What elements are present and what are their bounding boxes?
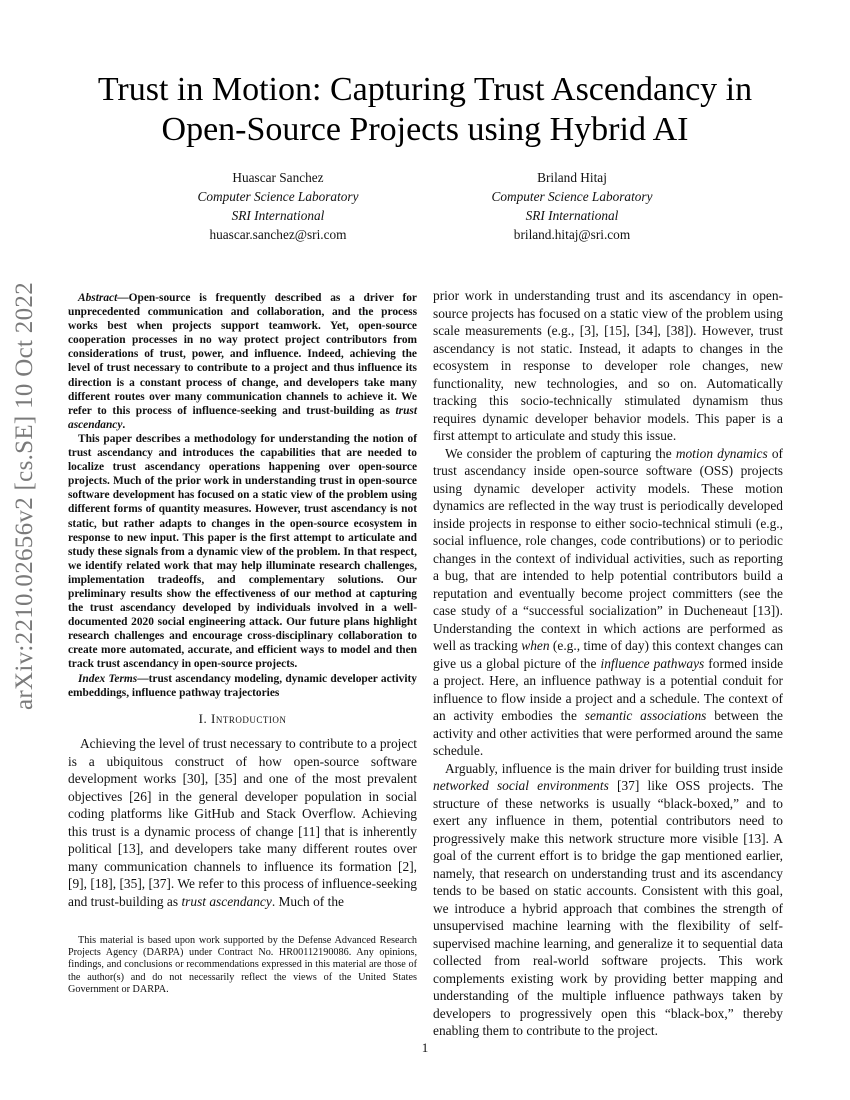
paragraph-emphasis: influence pathways bbox=[600, 655, 705, 671]
right-paragraph-3 bbox=[433, 760, 783, 1040]
author-email: huascar.sanchez@sri.com bbox=[209, 227, 347, 242]
author-name: Huascar Sanchez bbox=[232, 170, 324, 185]
paragraph-emphasis: motion dynamics bbox=[675, 445, 768, 461]
abstract-emphasis: trust ascendancy bbox=[68, 404, 417, 431]
abstract-text: —Open-source is frequently described as a driver for unprecedented communication and collaboration, and the process works best when projects support teamwork. Yet, open-source cooperation processes in no way protect project contributors from considerations of trust, power, and influence. Indeed, achieving the level of trust necessary to contribute to a project and thus influence its direction is a constant process of change, and developers take many different routes over many communication channels to achieve it. We refer to this process of influence-seeking and trust-building as bbox=[68, 292, 417, 417]
funding-footnote bbox=[68, 935, 417, 996]
section-heading-introduction bbox=[68, 710, 417, 728]
index-terms bbox=[68, 672, 417, 700]
section-number: I. bbox=[198, 710, 211, 726]
paper-title-line-1: Trust in Motion: Capturing Trust Ascendancy in bbox=[97, 71, 753, 108]
page-number: 1 bbox=[421, 1040, 429, 1055]
paragraph-text: (e.g., time of day) this context changes can give us a global picture of the bbox=[433, 638, 784, 671]
arxiv-identifier-text: arXiv:2210.02656v2 [cs.SE] 10 Oct 2022 bbox=[11, 281, 39, 711]
footnote-text: This material is based upon work supported by the Defense Advanced Research Projects Agency (DARPA) under Contract No. HR00112190086. Any opinions, findings, and conclusions or recommendations expressed in this material are those of the author(s) and do not necessarily reflect the views of the United States Government or DARPA. bbox=[68, 935, 417, 995]
author-department: Computer Science Laboratory bbox=[491, 189, 653, 204]
introduction-paragraph-1 bbox=[68, 735, 417, 910]
abstract-paragraph-1 bbox=[68, 291, 417, 432]
paper-title-line-2: Open-Source Projects using Hybrid AI bbox=[161, 111, 689, 148]
abstract bbox=[68, 291, 417, 700]
author-name: Briland Hitaj bbox=[537, 170, 607, 185]
author-block-1 bbox=[118, 168, 438, 244]
abstract-label: Abstract bbox=[78, 292, 118, 304]
abstract-paragraph-2: This paper describes a methodology for understanding the notion of trust ascendancy and introduces the capabilities that are needed to localize trust ascendancy operations happening over open-source projects. Much of the prior work in understanding trust in open-source software development has focused on a static view of the problem using different forms of quantity measures. However, trust ascendancy is not static, but rather adapts to changes in the open-source ecosystem in response to new input. This paper is the first attempt to articulate and study these signals from a dynamic view of the problem. In that respect, we identify related work that may help illuminate research challenges, implementation tradeoffs, and complementary solutions. Our preliminary results show the effectiveness of our method at capturing the trust ascendancy developed by individuals involved in a well-documented 2020 social engineering attack. Our future plans highlight research challenges and encourage cross-disciplinary collaboration to create more automated, accurate, and efficient ways to model and then track trust ascendancy in open-source projects. bbox=[68, 432, 417, 671]
paragraph-emphasis: networked social environments bbox=[433, 778, 609, 793]
author-department: Computer Science Laboratory bbox=[197, 189, 359, 204]
abstract-text-end: . bbox=[122, 418, 126, 431]
paragraph-text-end: . Much of the bbox=[271, 893, 344, 909]
right-paragraph-2 bbox=[433, 445, 783, 760]
author-block-2 bbox=[412, 168, 732, 244]
paragraph-emphasis: trust ascendancy bbox=[181, 893, 272, 909]
left-column bbox=[68, 291, 417, 910]
paragraph-text: between the activity and other activities that were performed around the same schedule. bbox=[433, 708, 783, 758]
paragraph-text: of trust ascendancy inside open-source software (OSS) projects using dynamic developer activity models. These motion dynamics are reflected in the way trust is periodically developed inside projects in response to either socio-technical stimuli (e.g., social influence, role changes, code contributions) or to periodic changes in the context of individual activities, such as reporting a bug, that are intended to help potential contributors build a reputation and eventually become project committers (see the case study of a “successful socialization” in Ducheneaut [13]). Understanding the context in which actions are performed as well as tracking bbox=[433, 445, 783, 653]
index-terms-label: Index Terms bbox=[78, 672, 138, 685]
author-organization: SRI International bbox=[525, 208, 619, 223]
paragraph-text: Arguably, influence is the main driver for building trust inside bbox=[445, 760, 783, 776]
paragraph-emphasis: when bbox=[521, 638, 550, 653]
right-paragraph-1: prior work in understanding trust and its ascendancy in open-source projects has focused on a static view of the problem using scale measurements (e.g., [3], [15], [34], [38]). However, trust ascendancy is not static. Instead, it adapts to changes in the ecosystem in response to developer role changes, new functionality, new technologies, and so on. Automatically tracking this socio-technically stimulated dynamism thus requires dynamic developer behavior models. This paper is a first attempt to articulate and study this issue. bbox=[433, 288, 783, 443]
paragraph-text: Achieving the level of trust necessary to contribute to a project is a ubiquitous construct of how open-source software development works [30], [35] and one of the most prevalent objectives [26] in the general developer population in social coding platforms like GitHub and Stack Overflow. Achieving this trust is a dynamic process of change [11] that is inherently political [13], and developers take many different routes over many communication channels to influence its formation [2], [9], [18], [35], [37]. We refer to this process of influence-seeking and trust-building as bbox=[68, 736, 417, 909]
section-title: Introduction bbox=[211, 710, 287, 726]
paragraph-text: formed inside a project. Here, an influence pathway is a potential conduit for influence to flow inside a project and a schedule. The context of an activity embodies the bbox=[433, 655, 784, 723]
index-terms-text: —trust ascendancy modeling, dynamic developer activity embeddings, influence pathway trajectories bbox=[68, 672, 417, 699]
paragraph-emphasis: semantic associations bbox=[584, 708, 707, 723]
arxiv-identifier-stamp bbox=[0, 281, 50, 711]
right-column bbox=[433, 287, 783, 1040]
paragraph-text: [37] like OSS projects. The structure of these networks is usually “black-boxed,” and to exert any influence in them, potential contributors need to progressively make this network structure more visible [13]. A goal of the current effort is to bridge the gap mentioned earlier, namely, that research on understanding trust and its ascendancy tends to be based on static accounts. Consistent with this goal, we introduce a hybrid approach that combines the strength of unsupervised machine learning with the flexibility of self-supervised machine learning, and generalize it to sequential data collected from real-world software projects. This work complements existing work by providing better mapping and understanding of the multiple influence pathways taken by developers to progressively open this “black-box,” thereby enabling them to contribute to the project. bbox=[433, 778, 783, 1038]
paper-title bbox=[60, 70, 790, 150]
author-email: briland.hitaj@sri.com bbox=[513, 227, 631, 242]
paragraph-text: We consider the problem of capturing the bbox=[445, 445, 676, 461]
author-organization: SRI International bbox=[231, 208, 325, 223]
